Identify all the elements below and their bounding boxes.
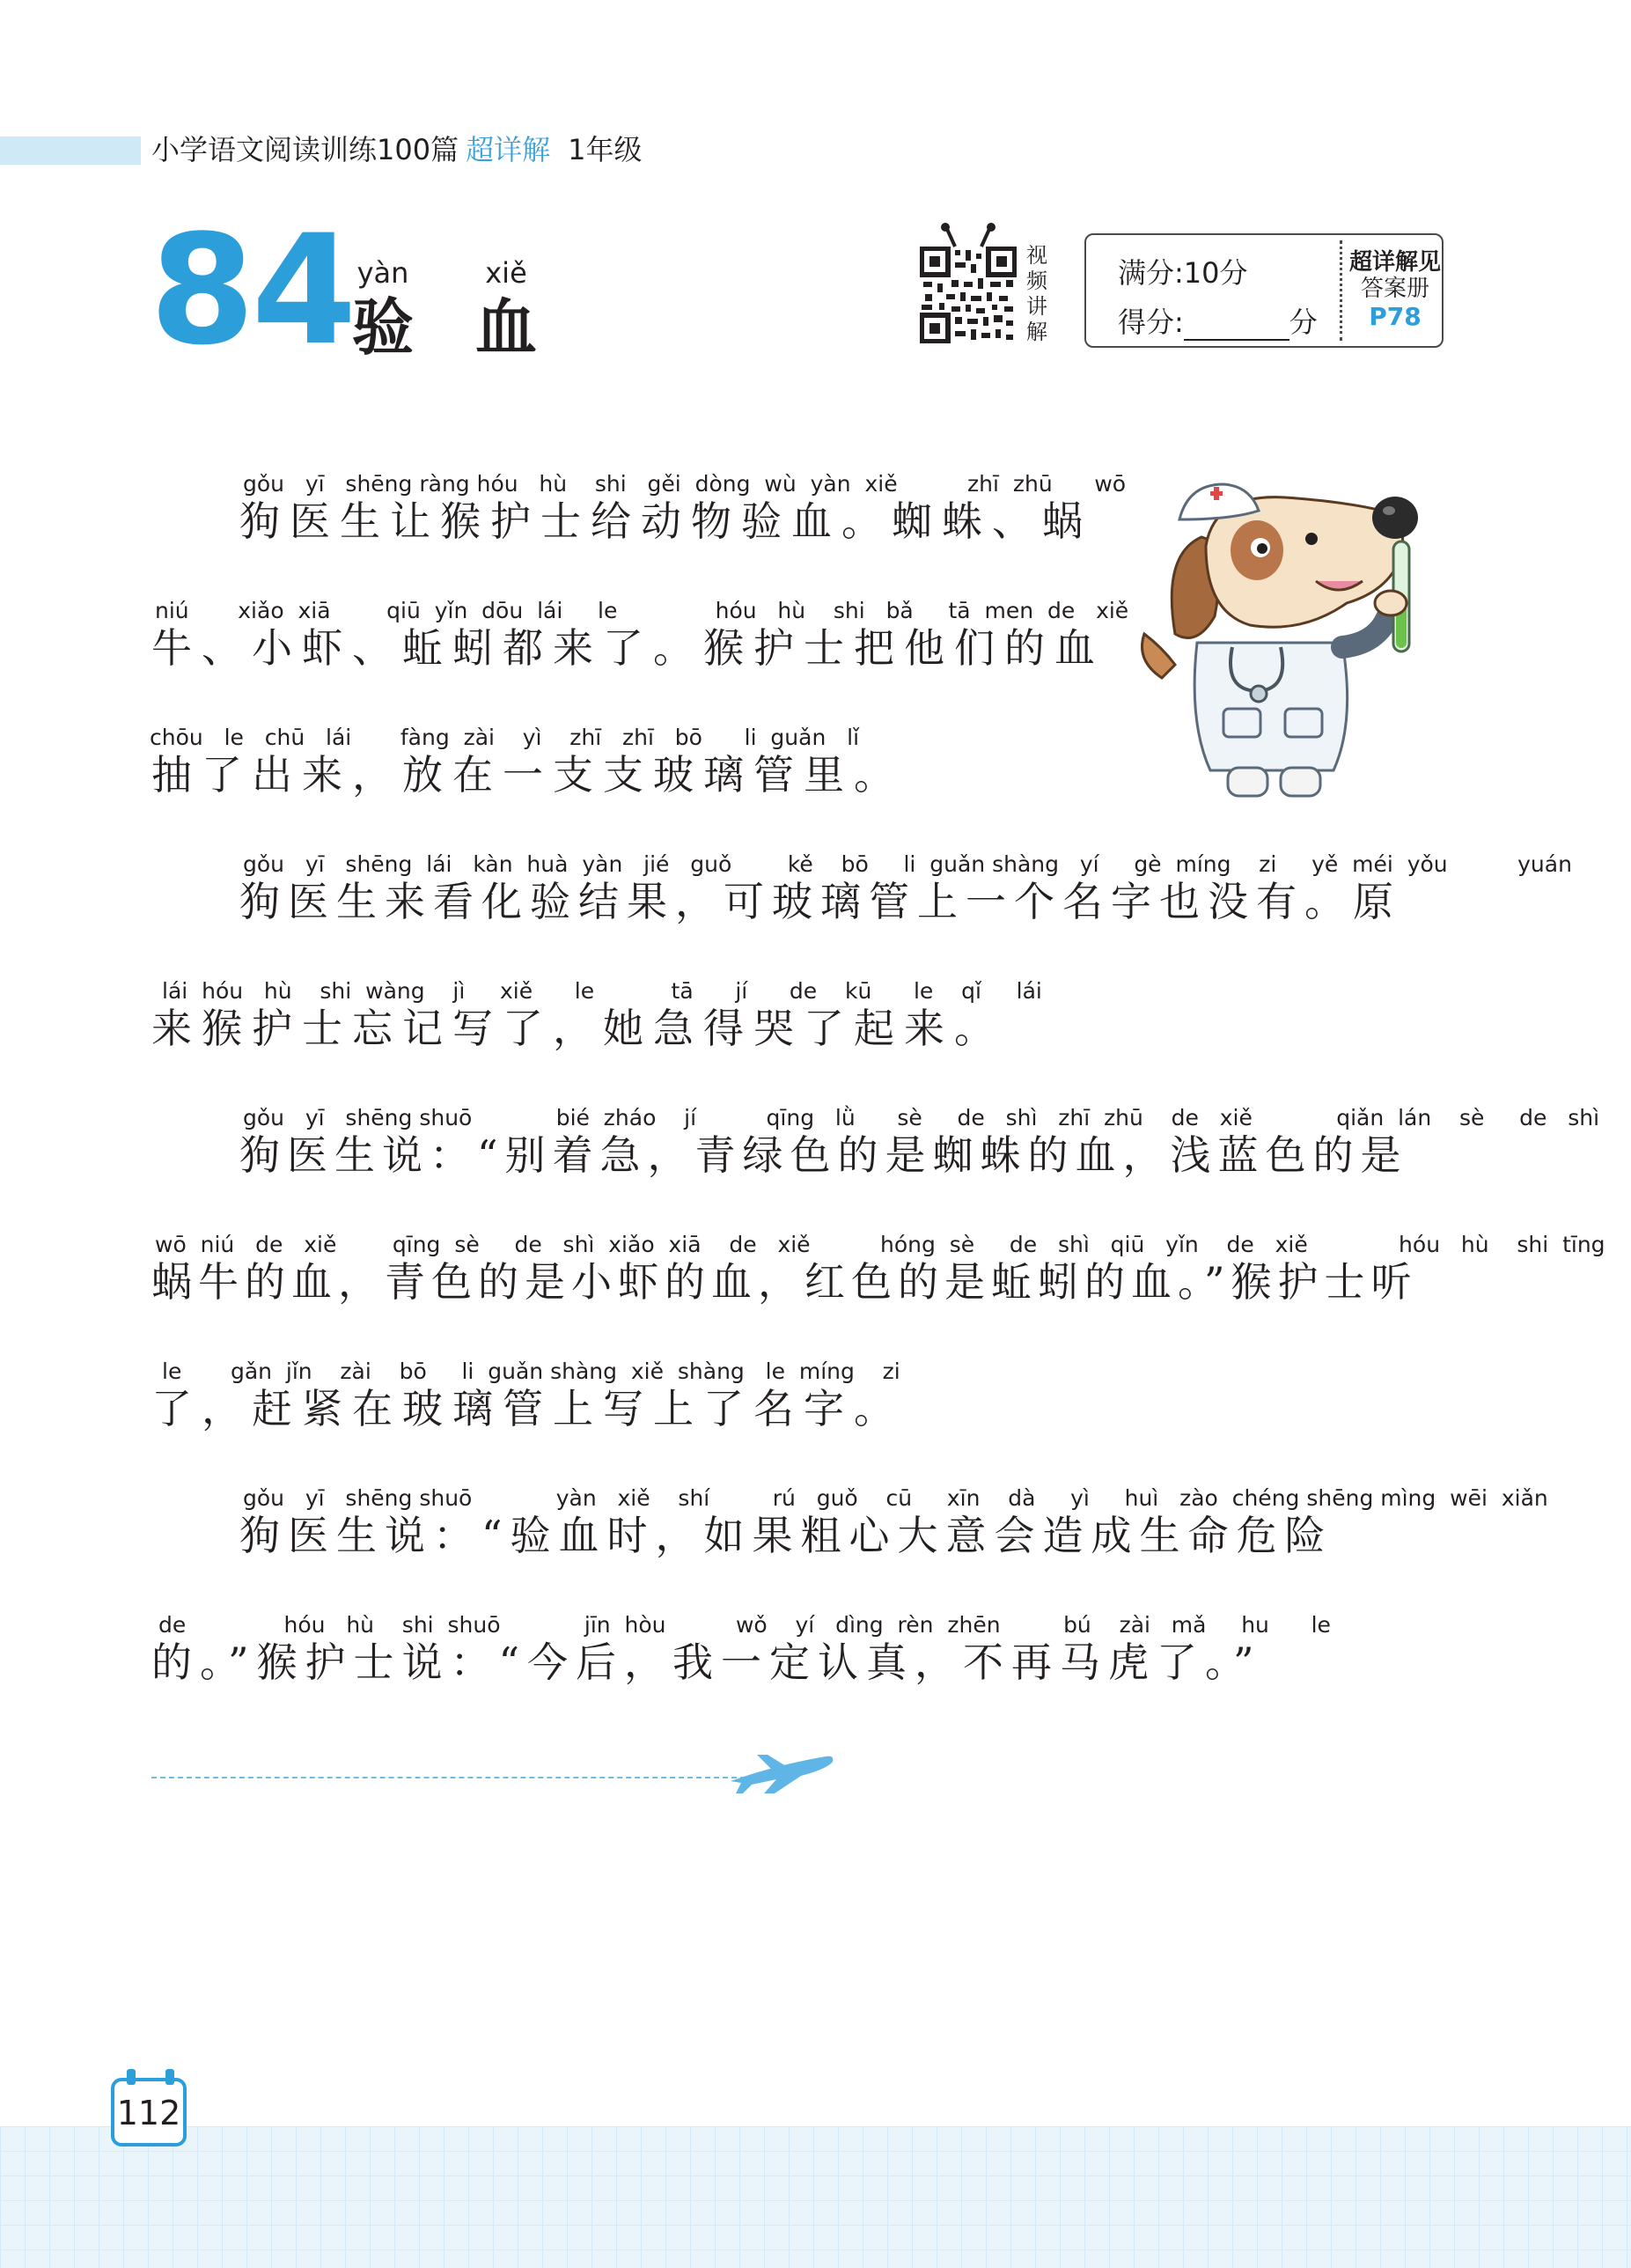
page-number: 112 [116,2094,181,2132]
pinyin-line: gǒu yī shēng ràng hóu hù shi gěi dòng wù yàn xiě zhī zhū wō [243,471,1127,497]
title-pinyin: yàn [356,256,409,290]
text-line: 狗医生说：“别着急，青绿色的是蜘蛛的血，浅蓝色的是 [239,1131,1408,1179]
pinyin-line: de hóu hù shi shuō jīn hòu wǒ yí dìng rèn zhēn bú zài mǎ hu le [158,1612,1331,1638]
text-line: 牛、小虾、蚯蚓都来了。猴护士把他们的血 [151,624,1105,672]
title-pinyin: xiě [485,256,527,290]
grade-label: 1年级 [568,133,643,166]
pinyin-line: le gǎn jǐn zài bō li guǎn shàng xiě shàng le míng zi [162,1359,900,1384]
score-unit: 分 [1289,306,1318,339]
answer-ref-line1: 超详解见 [1348,249,1441,276]
got-score-label: 得分: [1118,306,1184,339]
dog-doctor-illustration [1127,458,1461,810]
page-number-badge [111,2078,187,2146]
qr-caption-char: 视 [1026,243,1047,268]
full-score-label: 满分:10分 [1118,256,1248,290]
section-divider [151,1777,746,1778]
text-line: 的。”猴护士说：“今后，我一定认真，不再马虎了。” [151,1638,1262,1686]
text-line: 了，赶紧在玻璃管上写上了名字。 [151,1385,904,1432]
calendar-tab-icon [165,2069,174,2085]
pinyin-line: niú xiǎo xiā qiū yǐn dōu lái le hóu hù shi bǎ tā men de xiě [155,598,1129,623]
pinyin-line: gǒu yī shēng shuō bié zháo jí qīng lǜ sè de shì zhī zhū de xiě qiǎn lán sè de shì [243,1105,1600,1130]
calendar-tab-icon [127,2069,136,2085]
series-label: 超详解 [466,133,551,166]
title-hanzi: 血 [475,291,537,364]
qr-caption-char: 解 [1026,320,1047,344]
text-line: 抽了出来，放在一支支玻璃管里。 [151,751,904,799]
text-line: 狗医生说：“验血时，如果粗心大意会造成生命危险 [239,1512,1333,1559]
footer-grid [0,2126,1631,2268]
text-line: 狗医生让猴护士给动物验血。蜘蛛、蜗 [239,497,1092,545]
answer-ref-line2: 答案册 [1360,276,1429,302]
qr-caption-char: 讲 [1026,294,1047,319]
pinyin-line: lái hóu hù shi wàng jì xiě le tā jí de kū le qǐ lái [162,978,1042,1004]
pinyin-line: chōu le chū lái fàng zài yì zhī zhī bō li guǎn lǐ [150,725,860,750]
answer-ref-page: P78 [1369,302,1422,331]
text-line: 狗医生来看化验结果，可玻璃管上一个名字也没有。原 [239,878,1401,925]
text-line: 蜗牛的血，青色的是小虾的血，红色的是蚯蚓的血。”猴护士听 [151,1258,1418,1306]
qr-caption-char: 频 [1026,269,1047,293]
book-title: 小学语文阅读训练100篇 [151,133,459,166]
lesson-number: 84 [150,202,354,379]
text-line: 来猴护士忘记写了，她急得哭了起来。 [151,1005,1004,1052]
title-hanzi: 验 [352,291,414,364]
pinyin-line: wō niú de xiě qīng sè de shì xiǎo xiā de xiě hóng sè de shì qiū yǐn de xiě hóu hù shi tīng [155,1232,1605,1257]
airplane-icon [722,1739,836,1800]
pinyin-line: gǒu yī shēng shuō yàn xiě shí rú guǒ cū xīn dà yì huì zào chéng shēng mìng wēi xiǎn [243,1485,1548,1511]
pinyin-line: gǒu yī shēng lái kàn huà yàn jié guǒ kě bō li guǎn shàng yí gè míng zi yě méi yǒu yuán [243,851,1572,877]
